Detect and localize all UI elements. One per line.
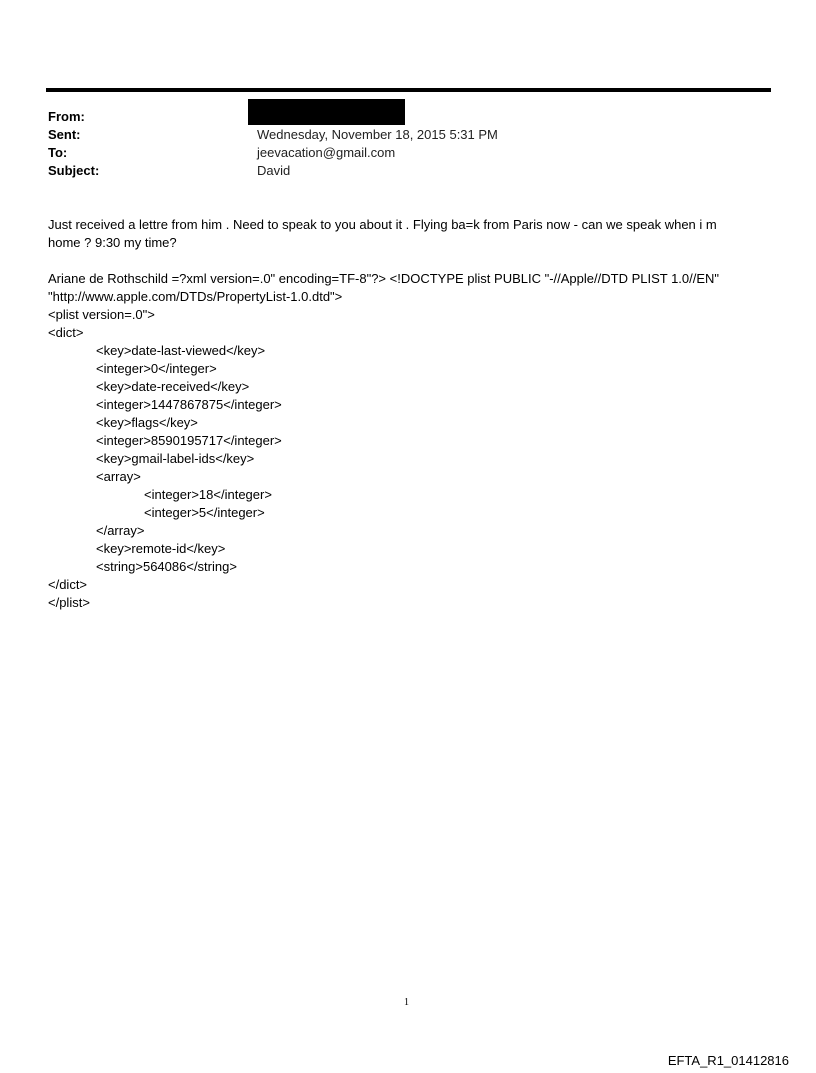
body-line: Ariane de Rothschild =?xml version=.0" encoding=TF-8"?> <!DOCTYPE plist PUBLIC "-//Apple//DTD PLIST 1.0//EN" xyxy=(48,271,720,286)
plist-line: <key>date-received</key> xyxy=(96,379,250,394)
plist-line: <plist version=.0"> xyxy=(48,307,155,322)
plist-line: <dict> xyxy=(48,325,84,340)
plist-line: <integer>18</integer> xyxy=(144,487,272,502)
body-line: home ? 9:30 my time? xyxy=(48,235,177,250)
to-value: jeevacation@gmail.com xyxy=(257,145,396,160)
plist-line: </dict> xyxy=(48,577,88,592)
subject-label: Subject: xyxy=(48,163,100,178)
plist-line: <key>gmail-label-ids</key> xyxy=(96,451,255,466)
plist-line: <integer>8590195717</integer> xyxy=(96,433,282,448)
body-line: "http://www.apple.com/DTDs/PropertyList-1.0.dtd"> xyxy=(48,289,343,304)
sent-value: Wednesday, November 18, 2015 5:31 PM xyxy=(257,127,498,142)
plist-line: <integer>0</integer> xyxy=(96,361,217,376)
plist-line: <integer>1447867875</integer> xyxy=(96,397,282,412)
subject-value: David xyxy=(257,163,291,178)
page-number: 1 xyxy=(404,997,409,1008)
body-line: Just received a lettre from him . Need to speak to you about it . Flying ba=k from Paris now - can we speak when i m xyxy=(48,217,717,232)
plist-line: <integer>5</integer> xyxy=(144,505,265,520)
plist-line: <key>date-last-viewed</key> xyxy=(96,343,266,358)
redacted-sender xyxy=(248,99,405,125)
plist-line: <key>flags</key> xyxy=(96,415,198,430)
plist-line: </plist> xyxy=(48,595,90,610)
sent-label: Sent: xyxy=(48,127,81,142)
document-id: EFTA_R1_01412816 xyxy=(667,1053,789,1068)
plist-line: </array> xyxy=(96,523,145,538)
from-label: From: xyxy=(48,109,85,124)
header-rule xyxy=(46,88,771,92)
plist-line: <string>564086</string> xyxy=(96,559,237,574)
plist-line: <array> xyxy=(96,469,141,484)
plist-line: <key>remote-id</key> xyxy=(96,541,226,556)
to-label: To: xyxy=(48,145,68,160)
